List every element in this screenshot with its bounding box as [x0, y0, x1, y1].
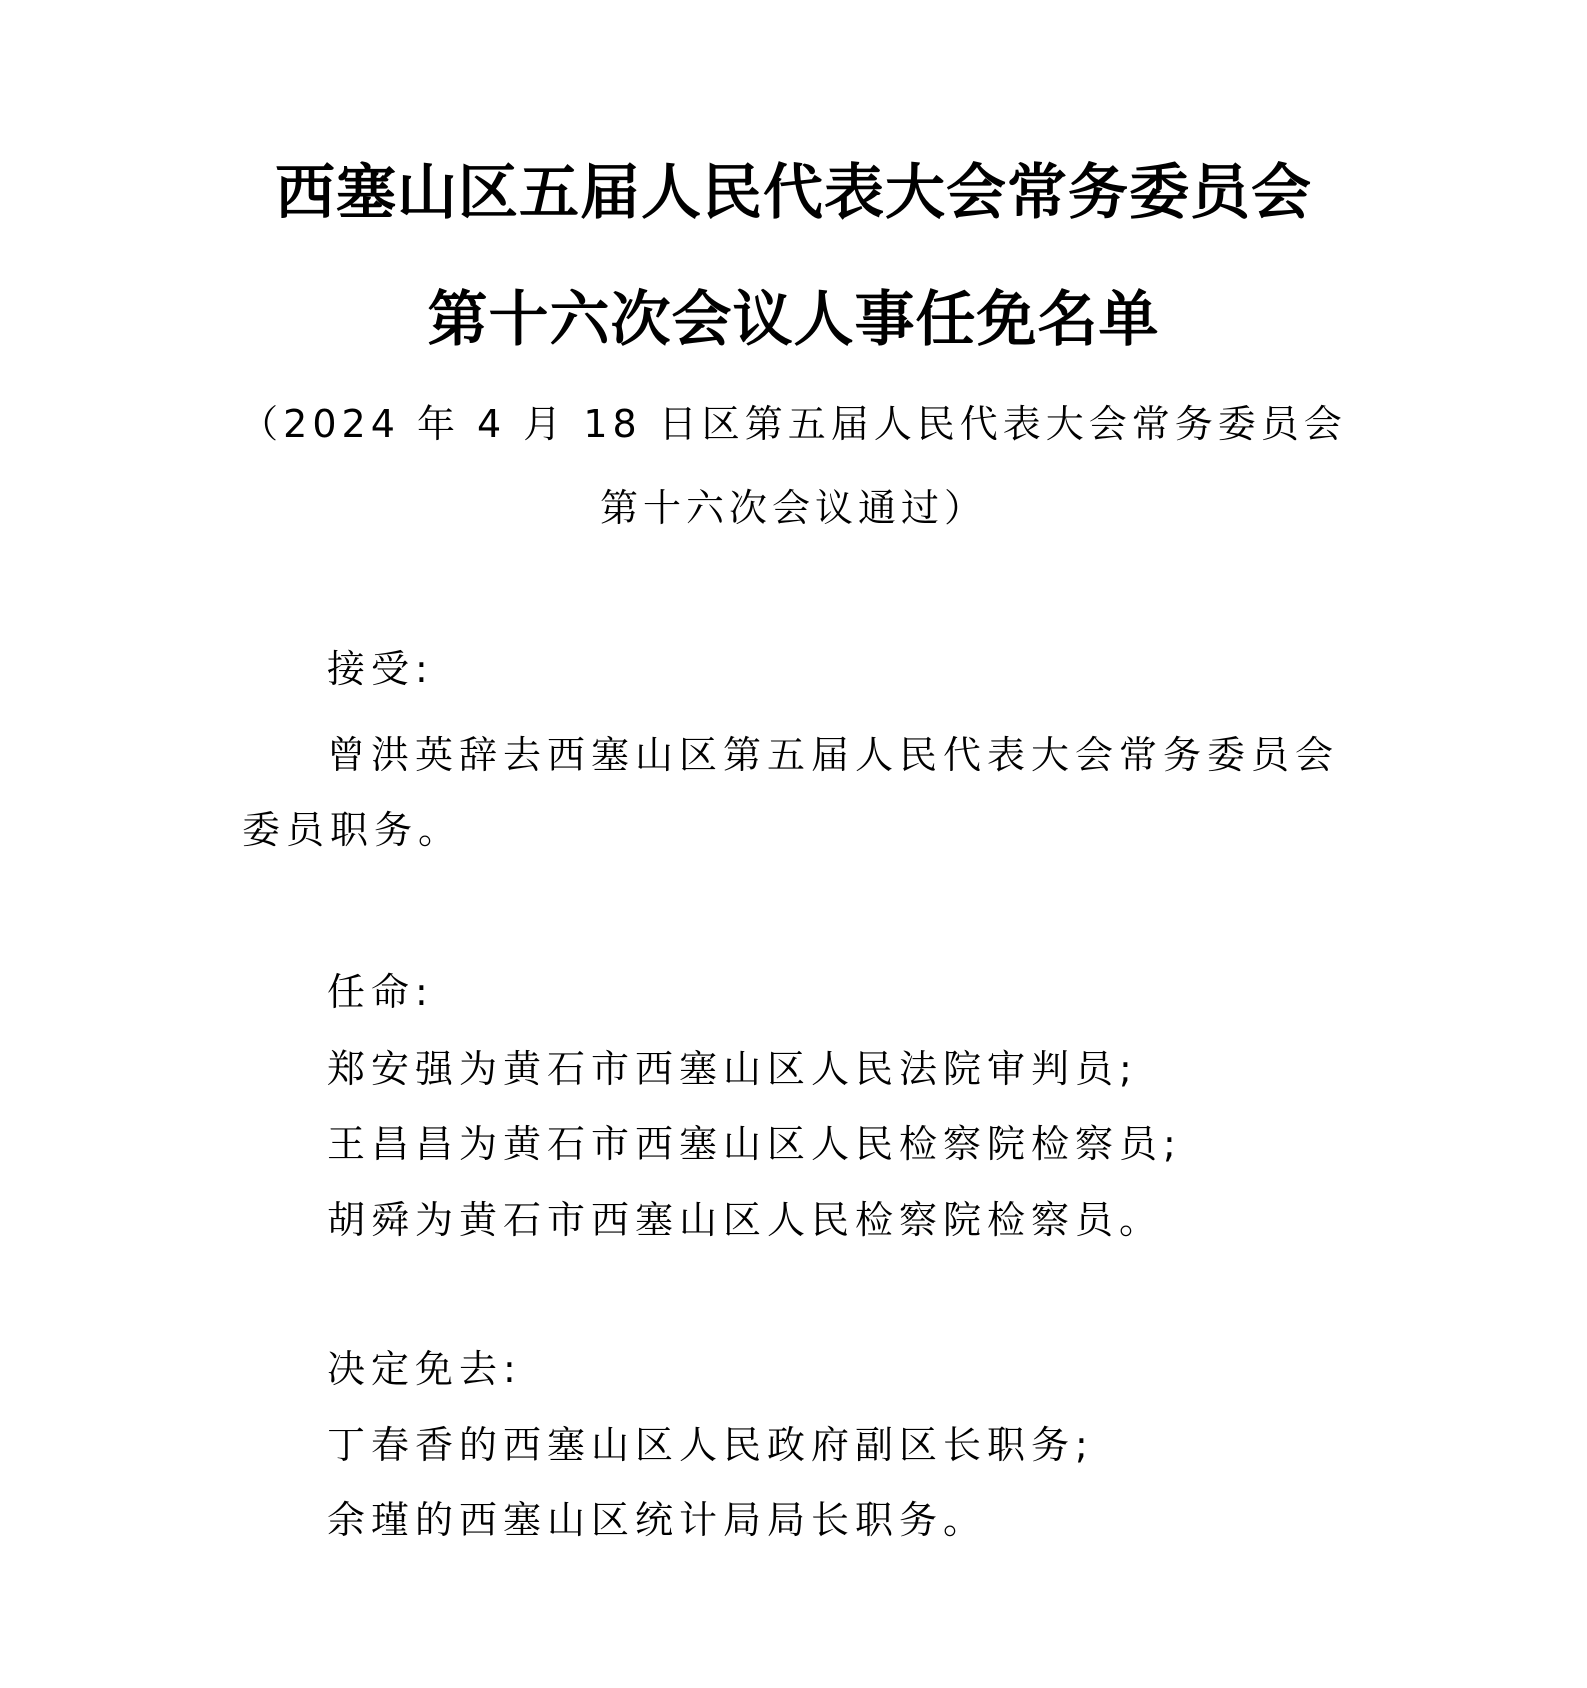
remove-heading: 决定免去: [327, 1347, 522, 1391]
remove-item: 丁春香的西塞山区人民政府副区长职务; [327, 1423, 1094, 1467]
accept-paragraph-line-1: 曾洪英辞去西塞山区第五届人民代表大会常务委员会 [327, 733, 1340, 777]
document-title-line-1: 西塞山区五届人民代表大会常务委员会 [275, 158, 1312, 228]
accept-paragraph-line-2: 委员职务。 [242, 808, 463, 852]
appoint-item: 胡舜为黄石市西塞山区人民检察院检察员。 [327, 1198, 1164, 1242]
appoint-item: 王昌昌为黄石市西塞山区人民检察院检察员; [327, 1122, 1182, 1166]
subtitle-line-1: （2024 年 4 月 18 日区第五届人民代表大会常务委员会 [240, 402, 1347, 446]
appoint-item: 郑安强为黄石市西塞山区人民法院审判员; [327, 1047, 1138, 1091]
document-title-line-2: 第十六次会议人事任免名单 [427, 285, 1160, 355]
appoint-heading: 任命: [327, 970, 434, 1014]
subtitle-line-2: 第十六次会议通过） [599, 486, 987, 530]
remove-item: 余瑾的西塞山区统计局局长职务。 [327, 1498, 988, 1542]
accept-heading: 接受: [327, 647, 434, 691]
